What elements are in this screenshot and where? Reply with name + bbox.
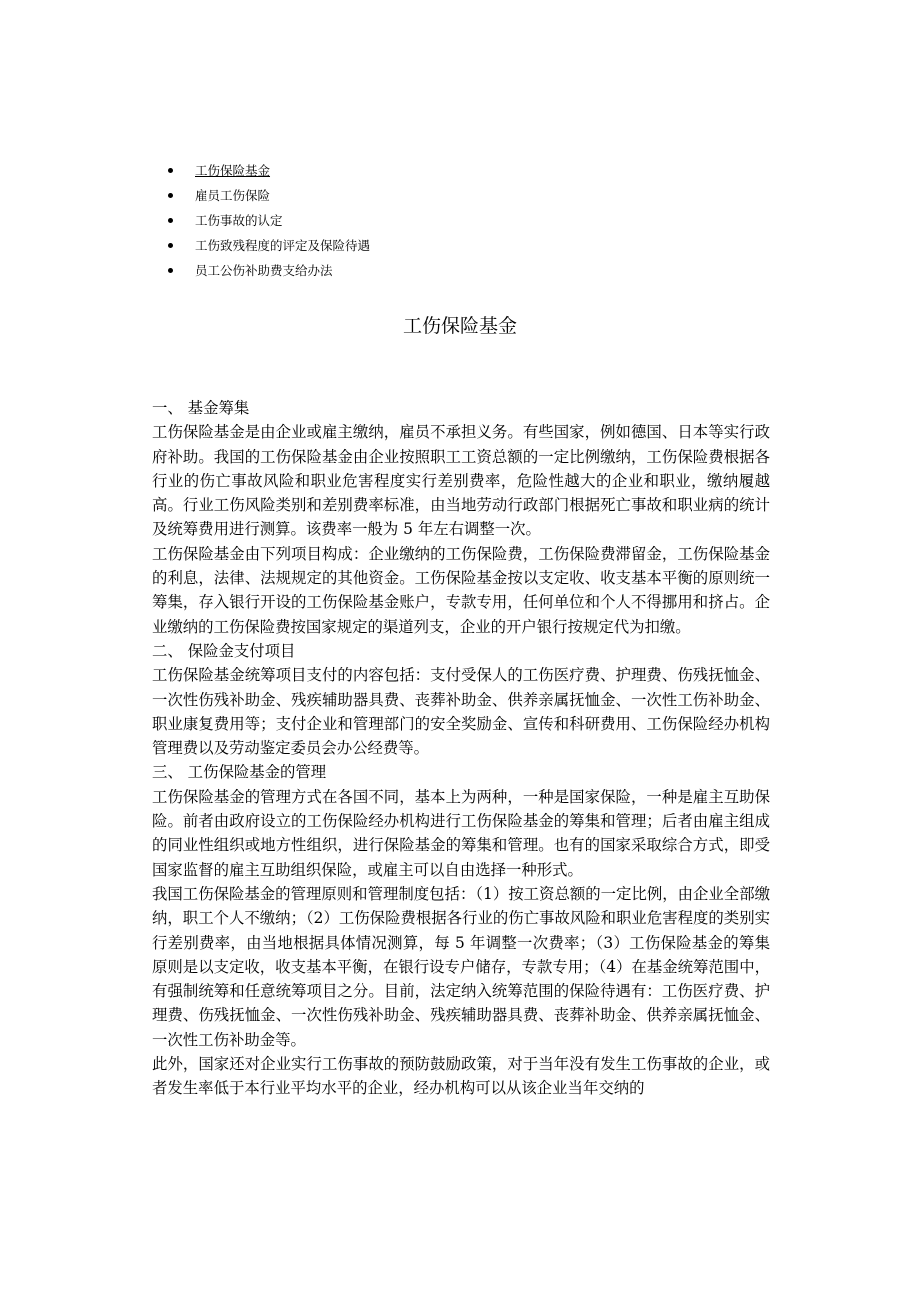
toc-text-accident-recognition: 工伤事故的认定 [195,213,283,228]
paragraph: 工伤保险基金统筹项目支付的内容包括：支付受保人的工伤医疗费、护理费、伤残抚恤金、一次性伤残补助金、残疾辅助器具费、丧葬补助金、供养亲属抚恤金、一次性工伤补助金、职业康复费用等；支付企业和管理部门的安全奖励金、宣传和科研费用、工伤保险经办机构管理费以及劳动鉴定委员会办公经费等。 [152,666,770,758]
paragraph: 此外，国家还对企业实行工伤事故的预防鼓励政策，对于当年没有发生工伤事故的企业，或者发生率低于本行业平均水平的企业，经办机构可以从该企业当年交纳的 [152,1055,770,1098]
bullet-icon [168,193,173,198]
toc-item-subsidy-method [168,258,370,283]
toc-item-disability-assessment [168,233,370,258]
paragraph: 工伤保险基金的管理方式在各国不同，基本上为两种，一种是国家保险，一种是雇主互助保险。前者由政府设立的工伤保险经办机构进行工伤保险基金的筹集和管理；后者由雇主组成的同业性组织或地方性组织，进行保险基金的筹集和管理。也有的国家采取综合方式，即受国家监督的雇主互助组织保险，或雇主可以自由选择一种形式。 [152,787,770,879]
toc-item-accident-recognition [168,208,370,233]
toc-text-subsidy-method: 员工公伤补助费支给办法 [195,263,333,278]
section-heading-fund-raising: 一、 基金筹集 [152,399,250,417]
paragraph: 工伤保险基金是由企业或雇主缴纳，雇员不承担义务。有些国家，例如德国、日本等实行政府补助。我国的工伤保险基金由企业按照职工工资总额的一定比例缴纳，工伤保险费根据各行业的伤亡事故风险和职业危害程度实行差别费率，危险性越大的企业和职业，缴纳履越高。行业工伤风险类别和差别费率标准，由当地劳动行政部门根据死亡事故和职业病的统计及统筹费用进行测算。该费率一般为 5 年左右调整一次。 [152,423,770,539]
section-heading-payment-items: 二、 保险金支付项目 [152,641,296,660]
toc-text-employee-insurance: 雇员工伤保险 [195,188,271,203]
toc-text-disability-assessment: 工伤致残程度的评定及保险待遇 [195,238,371,253]
bullet-icon [168,243,173,248]
page-title: 工伤保险基金 [402,315,517,337]
paragraph: 我国工伤保险基金的管理原则和管理制度包括：（1）按工资总额的一定比例，由企业全部缴纳，职工个人不缴纳；（2）工伤保险费根据各行业的伤亡事故风险和职业危害程度的类别实行差别费率，由当地根据具体情况测算，每 5 年调整一次费率；（3）工伤保险基金的筹集原则是以支定收，收支基本平衡，在银行设专户储存，专款专用；（4）在基金统筹范围中，有强制统筹和任意统筹项目之分。目前，法定纳入统筹范围的保险待遇有：工伤医疗费、护理费、伤残抚恤金、一次性伤残补助金、残疾辅助器具费、丧葬补助金、供养亲属抚恤金、一次性工伤补助金等。 [152,884,770,1049]
toc-link-fund[interactable]: 工伤保险基金 [195,163,271,178]
document-body [152,396,770,1101]
bullet-icon [168,218,173,223]
paragraph: 工伤保险基金由下列项目构成：企业缴纳的工伤保险费，工伤保险费滞留金，工伤保险基金的利息，法律、法规规定的其他资金。工伤保险基金按以支定收、收支基本平衡的原则统一筹集，存入银行开设的工伤保险基金账户，专款专用，任何单位和个人不得挪用和挤占。企业缴纳的工伤保险费按国家规定的渠道列支，企业的开户银行按规定代为扣缴。 [152,544,770,636]
toc-item-fund[interactable] [168,158,370,183]
section-heading-fund-management: 三、 工伤保险基金的管理 [152,763,327,782]
bullet-icon [168,168,173,173]
toc-item-employee-insurance [168,183,370,208]
toc-list [168,158,370,283]
bullet-icon [168,268,173,273]
